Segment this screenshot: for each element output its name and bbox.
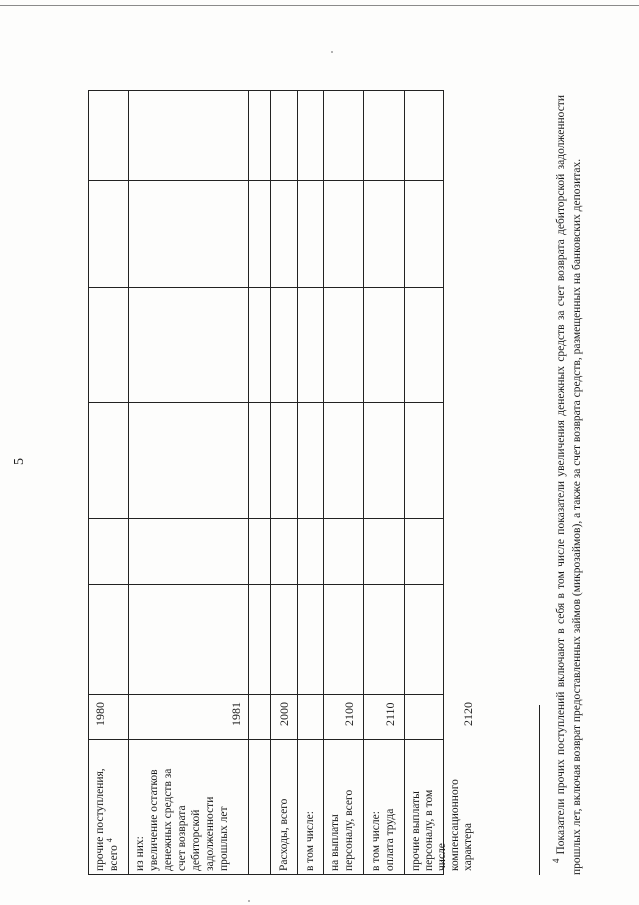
footnote	[548, 95, 585, 875]
row-label-line: увеличение остатков	[148, 769, 160, 871]
row-label-line: в том числе:	[304, 811, 316, 871]
column-divider	[88, 518, 444, 519]
column-divider	[88, 402, 444, 403]
row-label-line: денежных средств за	[162, 768, 174, 871]
page-number: 5	[12, 458, 27, 465]
row-divider	[128, 90, 129, 875]
footnote-separator	[539, 705, 540, 875]
row-label-line: дебиторской	[190, 809, 202, 871]
column-divider	[88, 584, 444, 585]
row-label-line: персоналу, в том	[423, 789, 435, 871]
row-label-line: счет возврата	[176, 805, 188, 871]
row-label-line: числе	[436, 843, 448, 871]
row-divider	[270, 90, 271, 875]
row-label-line: из них:	[134, 836, 146, 871]
footnote-reference: 4	[105, 838, 115, 843]
column-divider	[88, 694, 444, 695]
row-divider	[404, 90, 405, 875]
row-label-line: на выплаты	[329, 814, 341, 871]
row-label-line: характера	[462, 823, 474, 871]
row-code: 2100	[342, 702, 356, 726]
row-divider	[248, 90, 249, 875]
row-label-line: прошлых лет	[218, 806, 230, 871]
row-label-line: прочие поступления,	[94, 768, 106, 871]
row-label-line: прочие выплаты	[410, 791, 422, 871]
footnote-text: Показатели прочих поступлений включают в себя в том числе показатели увеличения денежных средств за счет возврата дебиторской задолженности прошлых лет, включая возврат предоставленных займов (микрозаймов), а также за счет возврата средств, размещенных на банковских депозитах.	[554, 95, 583, 875]
row-label-text: всего	[108, 845, 120, 871]
row-label-line: компенсационного	[449, 779, 461, 871]
row-label-line: в том числе:	[370, 811, 382, 871]
footnote-mark: 4	[551, 858, 561, 863]
row-divider	[323, 90, 324, 875]
row-divider	[363, 90, 364, 875]
row-label-line: оплата труда	[384, 808, 396, 871]
table-border	[88, 90, 444, 875]
row-code: 1980	[93, 702, 107, 726]
column-divider	[88, 180, 444, 181]
row-code: 2120	[461, 702, 475, 726]
row-code: 1981	[229, 702, 243, 726]
row-code: 2000	[277, 702, 291, 726]
row-label-line: Расходы, всего	[278, 798, 290, 871]
row-code: 2110	[383, 702, 397, 726]
row-label-line: задолженности	[204, 796, 216, 871]
row-label-line: персоналу, всего	[343, 789, 355, 871]
column-divider	[88, 287, 444, 288]
row-divider	[297, 90, 298, 875]
column-divider	[88, 739, 444, 740]
row-label-line	[107, 838, 121, 871]
